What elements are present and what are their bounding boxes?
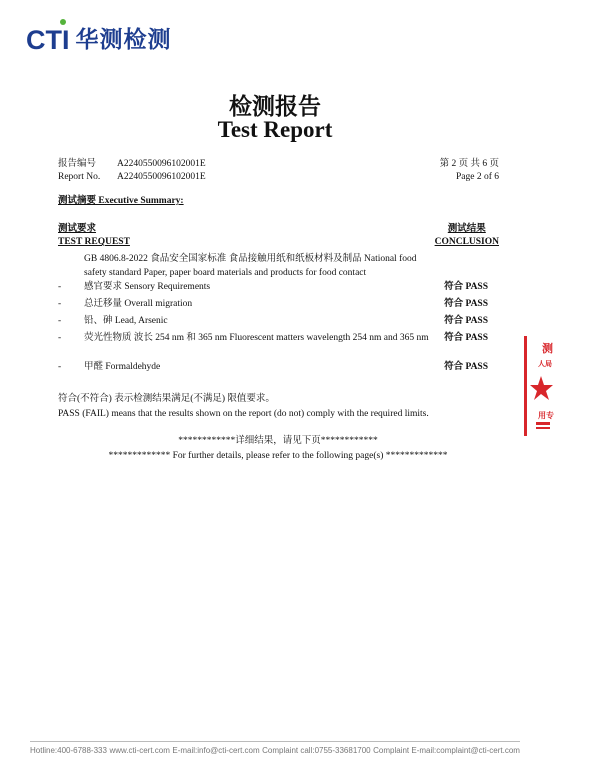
- row-bullet: -: [58, 316, 62, 326]
- footer-complaint-email-link[interactable]: Complaint E-mail:complaint@cti-cert.com: [373, 746, 520, 755]
- report-number-value-en: A2240550096102001E: [117, 171, 206, 182]
- row-bullet: -: [58, 362, 62, 372]
- footer-divider: [30, 741, 520, 742]
- footer-complaint-call: Complaint call:0755-33681700: [262, 746, 371, 755]
- report-number-label-en: Report No.: [58, 171, 101, 182]
- pass-fail-note-en: PASS (FAIL) means that the results shown on the report (do not) comply with the required limits.: [58, 409, 429, 419]
- row-requirement: 铅、砷 Lead, Arsenic: [84, 316, 168, 326]
- further-details-cn: ************详细结果，请见下页************: [178, 436, 378, 446]
- logo-latin-text: CTI: [26, 24, 70, 55]
- row-requirement: 感官要求 Sensory Requirements: [84, 282, 211, 292]
- page-indicator: [440, 158, 499, 183]
- row-bullet: -: [58, 282, 62, 292]
- row-bullet: -: [58, 299, 62, 309]
- standard-description: GB 4806.8-2022 食品安全国家标准 食品接触用纸和纸板材料及制品 National food safety standard Paper, paper board materials and products for food contact: [84, 254, 417, 278]
- official-seal-icon: [524, 330, 594, 442]
- row-result: 符合 PASS: [444, 362, 488, 372]
- logo-chinese-text: 华测检测: [75, 26, 172, 53]
- footer-email-link[interactable]: E-mail:info@cti-cert.com: [172, 746, 260, 755]
- pass-fail-note-cn: 符合(不符合) 表示检测结果满足(不满足) 限值要求。: [58, 394, 275, 404]
- seal-text-bot: 用专: [538, 411, 554, 420]
- report-number-value-cn: A2240550096102001E: [117, 159, 206, 169]
- conclusion-header: [435, 223, 499, 249]
- pass-fail-note: [58, 392, 429, 422]
- row-requirement: 总迁移量 Overall migration: [84, 299, 193, 309]
- row-bullet: -: [58, 333, 62, 343]
- test-request-header: [58, 223, 130, 249]
- row-result: 符合 PASS: [444, 333, 488, 343]
- seal-text-top: 测: [542, 342, 553, 355]
- conclusion-header-en: CONCLUSION: [434, 237, 499, 247]
- executive-summary-title: 测试摘要 Executive Summary:: [58, 196, 184, 206]
- further-details-en: ************* For further details, please refer to the following page(s) *************: [108, 451, 448, 461]
- logo-dot-icon: [60, 19, 66, 25]
- footer-website-link[interactable]: www.cti-cert.com: [109, 746, 170, 755]
- further-details-note: [0, 434, 556, 464]
- report-number-label-cn: 报告编号: [58, 159, 97, 169]
- seal-text-mid: 人局: [538, 360, 552, 368]
- test-request-header-en: TEST REQUEST: [58, 237, 130, 247]
- row-requirement: 荧光性物质 波长 254 nm 和 365 nm Fluorescent matters wavelength 254 nm and 365 nm: [84, 333, 429, 343]
- page-indicator-en: Page 2 of 6: [455, 171, 499, 182]
- footer-hotline: Hotline:400-6788-333: [30, 746, 107, 755]
- conclusion-header-cn: 测试结果: [447, 224, 486, 234]
- test-request-header-cn: 测试要求: [58, 224, 97, 234]
- row-result: 符合 PASS: [444, 316, 488, 326]
- page-indicator-cn: 第 2 页 共 6 页: [439, 159, 499, 169]
- company-logo: [26, 22, 172, 58]
- report-number-block: [58, 158, 206, 183]
- report-title-english: Test Report: [217, 117, 333, 142]
- row-result: 符合 PASS: [444, 282, 488, 292]
- row-result: 符合 PASS: [444, 299, 488, 309]
- footer: [30, 746, 520, 755]
- report-title-chinese: 检测报告: [229, 94, 321, 119]
- row-requirement: 甲醛 Formaldehyde: [84, 362, 161, 372]
